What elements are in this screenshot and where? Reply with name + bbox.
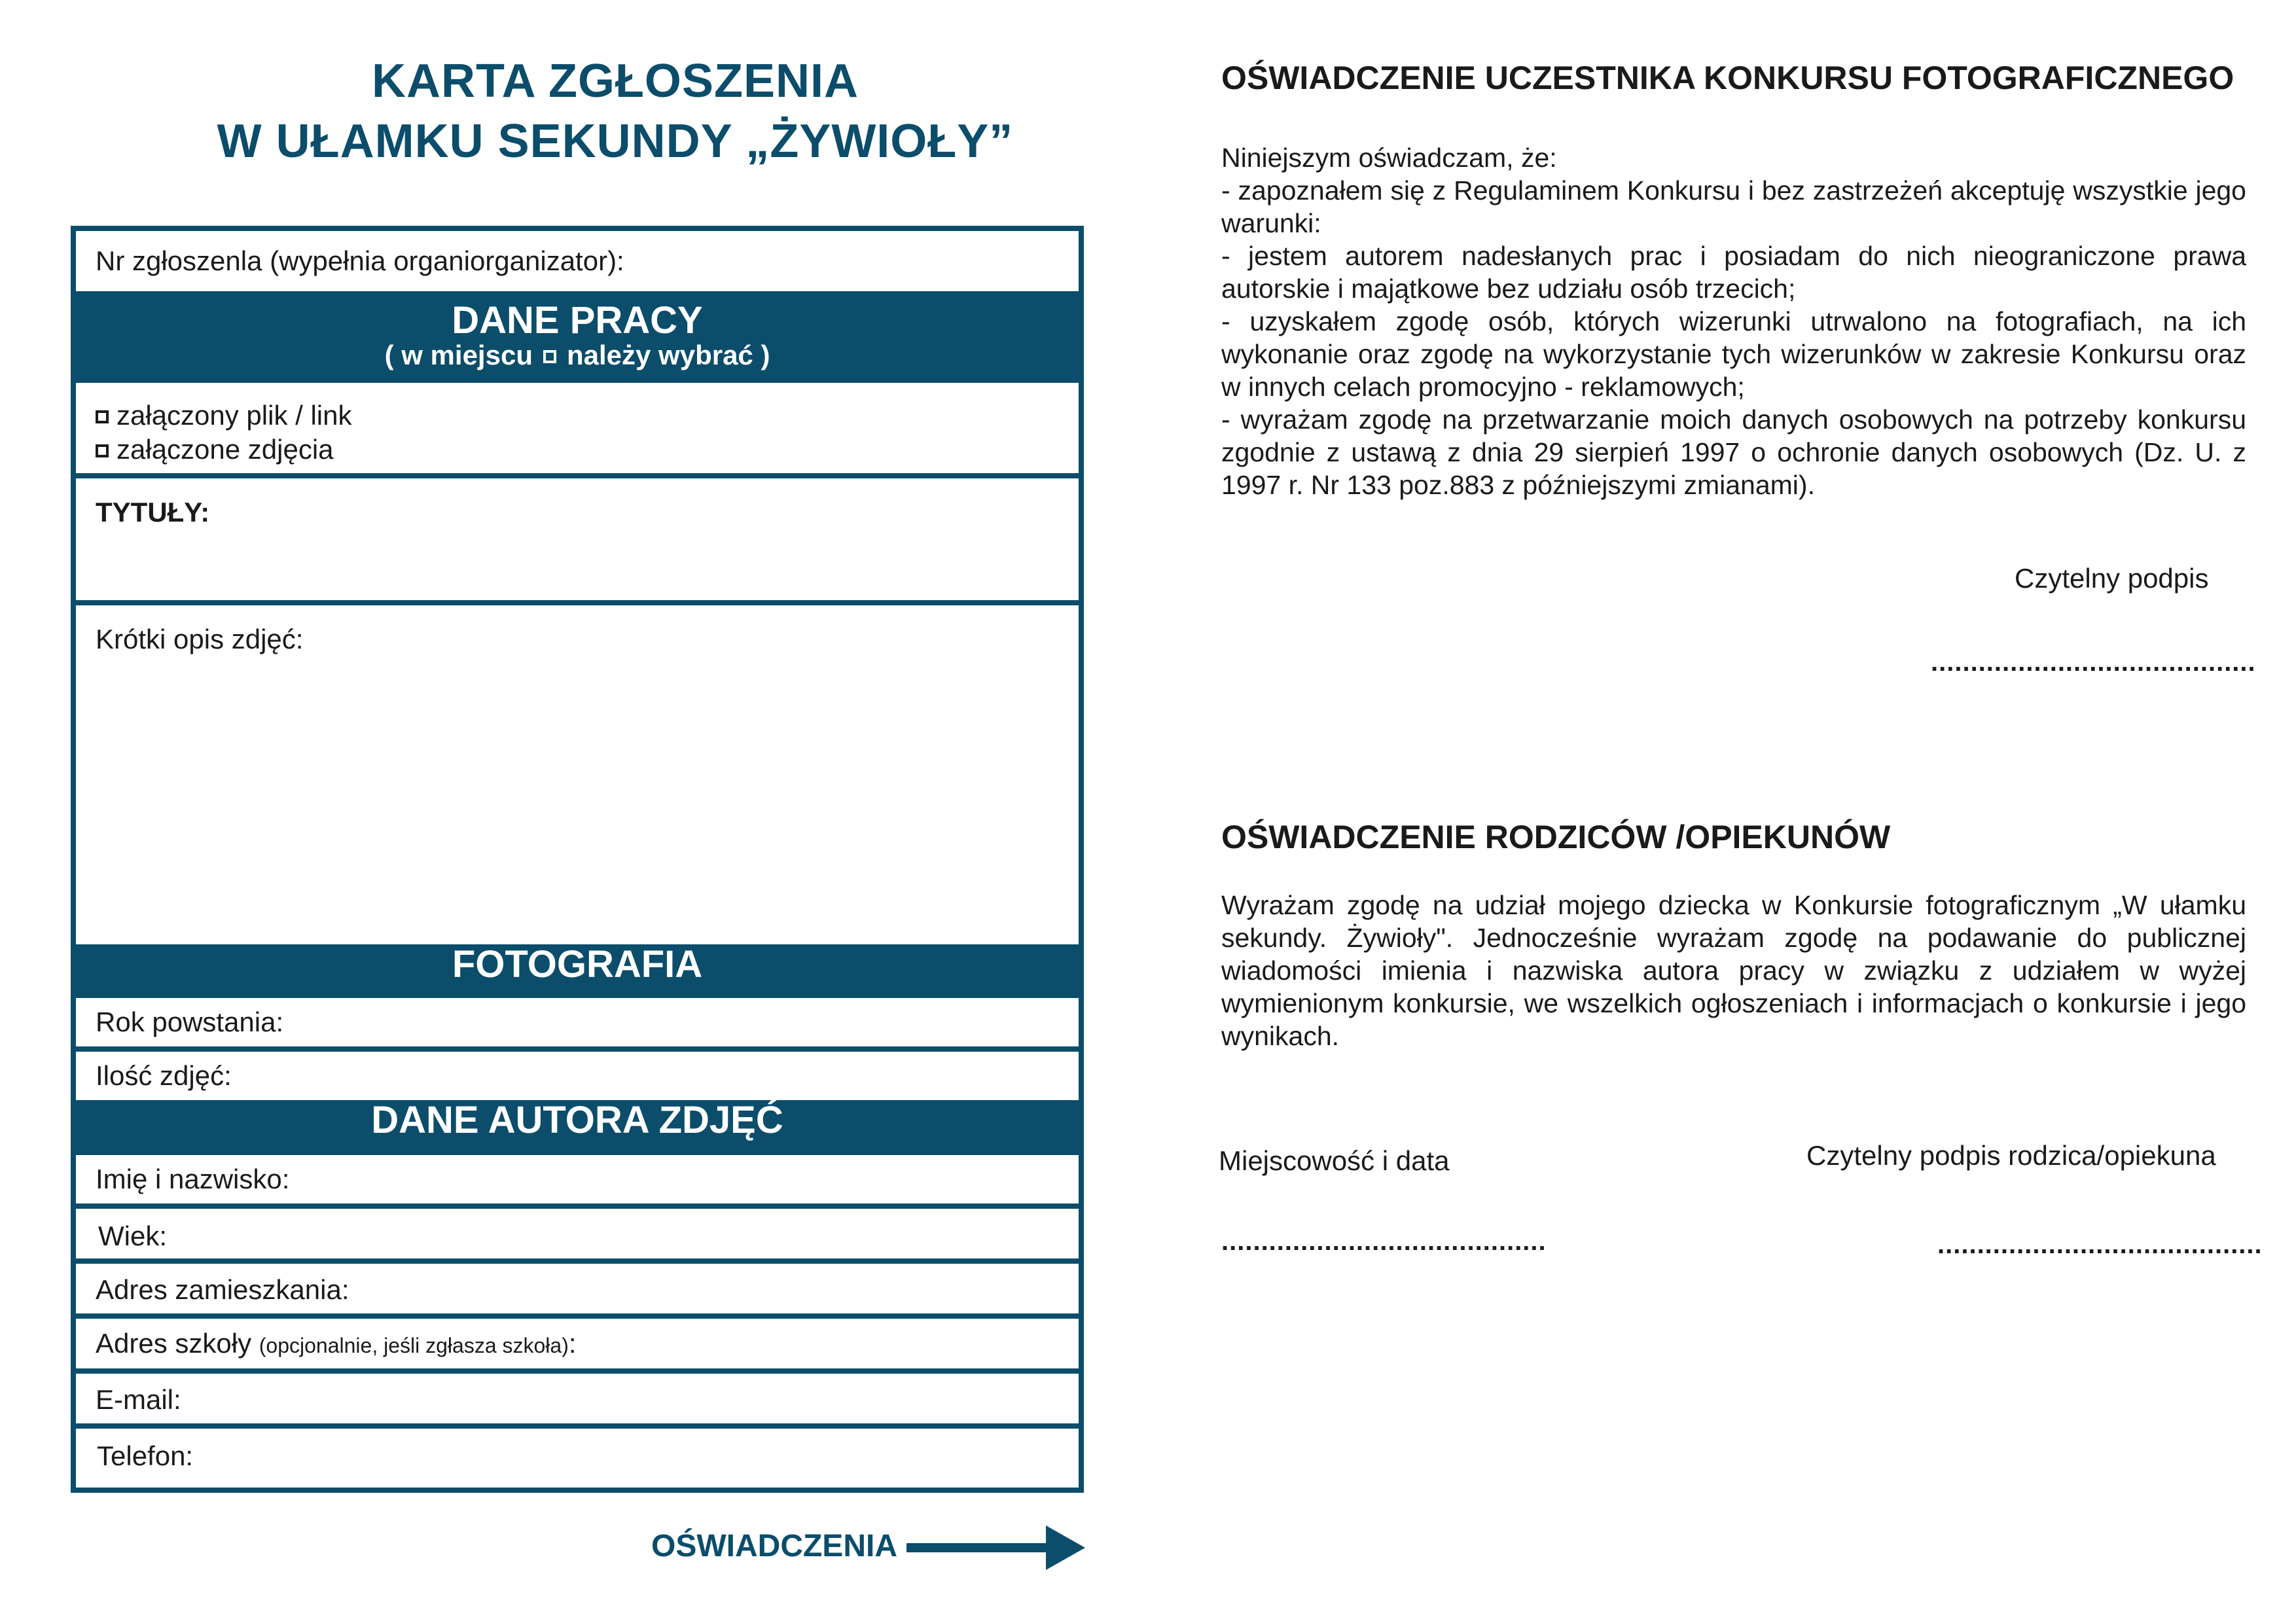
arrow-head-icon [1046,1525,1085,1570]
participant-signature-line[interactable]: ......................................... [1931,648,2256,677]
name-label: Imię i nazwisko: [96,1164,290,1194]
email-field[interactable] [76,1374,1079,1423]
work-section-subtitle [76,341,1079,370]
option-photos[interactable] [96,433,1079,467]
participant-statement-line: - uzyskałem zgodę osób, których wizerunki utrwalono na fotografiach, na ich wykonanie oraz zgodę na wykorzystanie tych wizerunków w zakresie Konkursu oraz w innych celach promocyjno - reklamowych; [1221,306,2246,402]
participant-statement-body [1221,141,2246,501]
school-address-note: (opcjonalnie, jeśli zgłasza szkoła) [259,1334,569,1357]
work-section-header [76,291,1079,383]
name-field[interactable] [76,1155,1079,1204]
parents-statement-body: Wyrażam zgodę na udział mojego dziecka w Konkursie fotograficznym „W ułamku sekundy. Żywioły". Jednocześnie wyrażam zgodę na podawanie do publicznej wiadomości imienia i nazwiska autora pracy w związku z udziałem w wyżej wymienionym konkursie, we wszelkich ogłoszeniach i informacjach o konkursie i jego wynikach. [1221,890,2246,1051]
description-field[interactable] [76,605,1079,944]
entry-number-field[interactable] [76,231,1079,291]
email-label: E-mail: [96,1384,181,1415]
age-field[interactable] [76,1209,1079,1258]
phone-field[interactable] [76,1429,1079,1488]
photo-section-header [76,944,1079,998]
participant-statement-line: Niniejszym oświadczam, że: [1221,143,1557,173]
photo-count-label: Ilość zdjęć: [96,1060,232,1091]
participant-signature-label: Czytelny podpis [2015,563,2209,594]
option-photos-label: załączone zdjęcia [117,434,334,465]
titles-field[interactable] [76,478,1079,600]
participant-statement-title: OŚWIADCZENIE UCZESTNIKA KONKURSU FOTOGRAFICZNEGO [1221,60,2234,96]
participant-statement-line: - wyrażam zgodę na przetwarzanie moich danych osobowych na potrzeby konkursu zgodnie z ustawą z dnia 29 sierpień 1997 o ochronie danych osobowych (Dz. U. z 1997 r. Nr 133 poz.883 z późniejszymi zmianami). [1221,404,2246,500]
form-title-line-2: W UŁAMKU SEKUNDY „ŻYWIOŁY” [217,115,1014,168]
phone-label: Telefon: [97,1440,194,1471]
author-section-title: DANE AUTORA ZDJĘĆ [371,1099,783,1141]
attachment-options [76,383,1079,473]
address-field[interactable] [76,1264,1079,1313]
entry-number-label: Nr zgłoszenla (wypełnia organiorganizator): [96,245,624,276]
photo-section-title: FOTOGRAFIA [452,943,703,986]
school-address-colon: : [568,1328,577,1359]
parents-statement-title: OŚWIADCZENIE RODZICÓW /OPIEKUNÓW [1221,819,1891,855]
work-section-title: DANE PRACY [452,299,703,342]
form-title [72,51,1158,171]
parent-signature-line[interactable]: ......................................... [1937,1230,2263,1259]
participant-statement-line: - jestem autorem nadesłanych prac i posiadam do nich nieograniczone prawa autorskie i majątkowe bez udziału osób trzecich; [1221,241,2246,304]
form-title-line-1: KARTA ZGŁOSZENIA [372,55,859,107]
place-date-line[interactable]: ......................................... [1221,1227,1547,1256]
school-address-field[interactable] [76,1319,1079,1368]
titles-label: TYTUŁY: [96,497,210,527]
parent-signature-label: Czytelny podpis rodzica/opiekuna [1806,1140,2216,1171]
author-section-header [76,1100,1079,1155]
address-label: Adres zamieszkania: [96,1274,350,1305]
year-label: Rok powstania: [96,1007,284,1037]
arrow-right-icon [906,1543,1057,1552]
statements-link-label[interactable]: OŚWIADCZENIA [651,1529,897,1563]
photo-count-field[interactable] [76,1052,1079,1100]
participant-statement-line: - zapoznałem się z Regulaminem Konkursu i bez zastrzeżeń akceptuję wszystkie jego warunki: [1221,175,2246,238]
option-file-link-label: załączony plik / link [117,400,352,431]
work-section-subtitle-start: ( w miejscu [384,340,533,370]
entry-form [71,226,1084,1493]
checkbox-icon[interactable] [96,410,109,423]
school-address-label: Adres szkoły [96,1328,252,1359]
checkbox-icon [543,350,556,363]
year-field[interactable] [76,998,1079,1046]
description-label: Krótki opis zdjęć: [96,624,304,654]
option-file-link[interactable] [96,399,1079,433]
checkbox-icon[interactable] [96,444,109,457]
place-date-label: Miejscowość i data [1219,1145,1450,1176]
work-section-subtitle-end: należy wybrać ) [566,340,770,370]
age-label: Wiek: [98,1221,167,1251]
